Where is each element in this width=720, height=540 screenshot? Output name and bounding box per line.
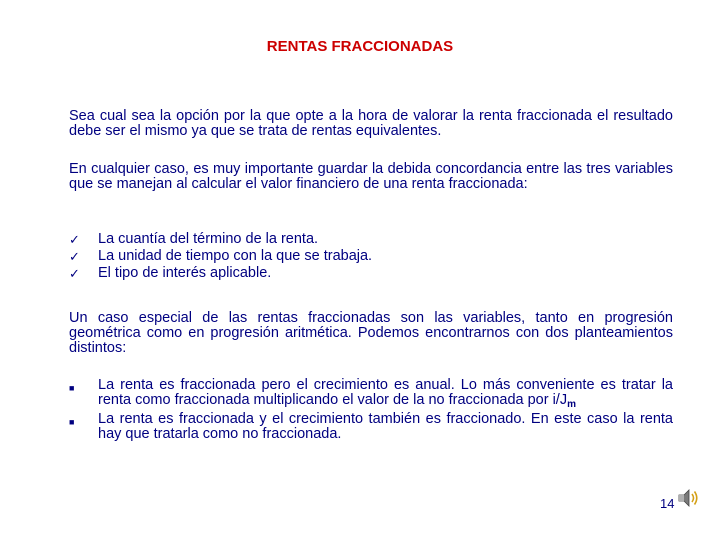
case-1-text: La renta es fraccionada pero el crecimiento es anual. Lo más conveniente es tratar la renta como fraccionada multiplicando el valor de la no fraccionada por i/J	[98, 377, 673, 408]
list-item-text: La unidad de tiempo con la que se trabaja.	[98, 248, 373, 264]
list-item	[69, 412, 673, 442]
square-bullet-icon: ■	[69, 383, 75, 393]
subscript-m: m	[567, 399, 576, 410]
paragraph-variable-rents: Un caso especial de las rentas fraccionadas son las variables, tanto en progresión geométrica como en progresión aritmética. Podemos encontrarnos con dos planteamientos distintos:	[69, 310, 673, 356]
list-item	[69, 231, 673, 248]
list-item-text: La cuantía del término de la renta.	[98, 231, 319, 247]
paragraph-equivalence: Sea cual sea la opción por la que opte a la hora de valorar la renta fraccionada el resultado debe ser el mismo ya que se trata de rentas equivalentes.	[69, 108, 673, 139]
check-icon: ✓	[69, 232, 80, 247]
list-item-text: El tipo de interés aplicable.	[98, 265, 272, 281]
check-icon: ✓	[69, 249, 80, 264]
page-number: 14	[660, 496, 675, 511]
paragraph-concordance: En cualquier caso, es muy importante guardar la debida concordancia entre las tres variables que se manejan al calcular el valor financiero de una renta fraccionada:	[69, 161, 673, 192]
list-item	[69, 378, 673, 412]
list-item	[69, 265, 673, 282]
check-icon: ✓	[69, 266, 80, 281]
speaker-icon[interactable]	[676, 486, 700, 510]
list-item-text	[98, 378, 673, 412]
variables-checklist	[69, 231, 673, 282]
list-item	[69, 248, 673, 265]
case-2-text: La renta es fraccionada y el crecimiento también es fraccionado. En este caso la renta hay que tratarla como no fraccionada.	[98, 411, 673, 442]
square-bullet-icon: ■	[69, 417, 75, 427]
page-title: RENTAS FRACCIONADAS	[266, 38, 454, 55]
cases-list	[69, 378, 673, 442]
